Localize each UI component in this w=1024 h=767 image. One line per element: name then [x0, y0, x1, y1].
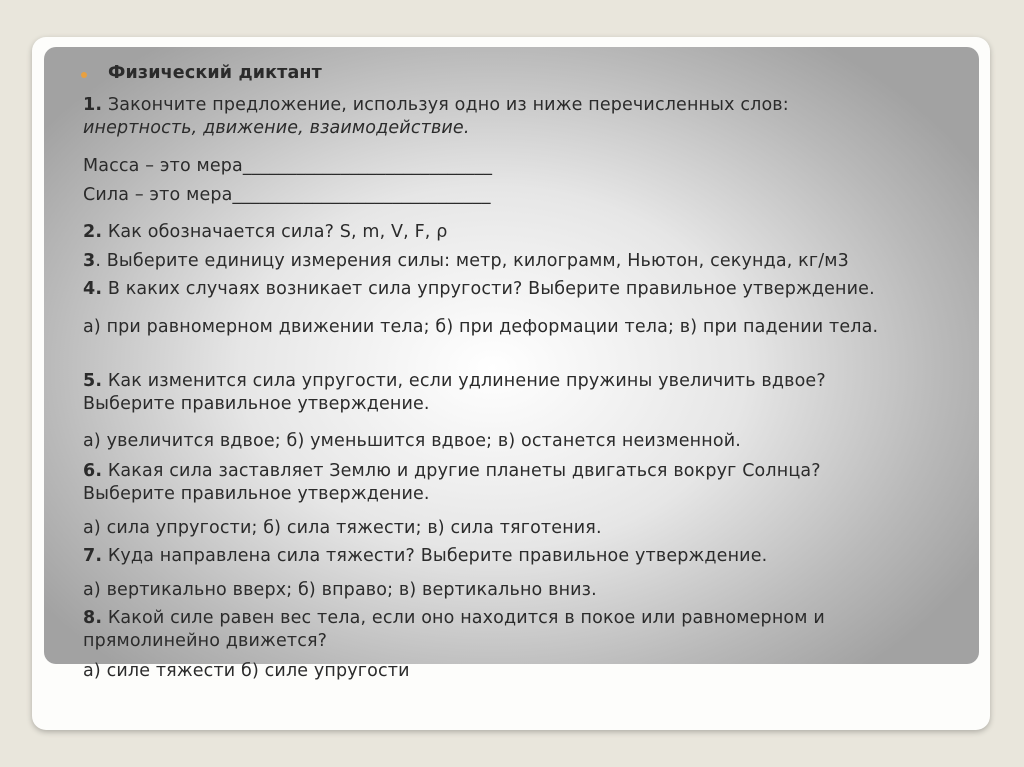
question-5	[83, 371, 826, 391]
question-7	[83, 546, 767, 566]
question-number: 5.	[83, 371, 103, 391]
question-text: Закончите предложение, используя одно из ниже перечисленных слов:	[102, 95, 789, 115]
question-3	[83, 251, 849, 271]
question-1-line-2: Сила – это мера_____________________________	[83, 185, 491, 205]
question-2	[83, 222, 448, 242]
question-6	[83, 461, 821, 481]
question-number: 6.	[83, 461, 103, 481]
question-number: 3	[83, 251, 96, 271]
question-number: 2.	[83, 222, 103, 242]
question-number: 7.	[83, 546, 103, 566]
question-8	[83, 608, 825, 628]
slide-title: Физический диктант	[108, 63, 322, 83]
question-6-answers: а) сила упругости; б) сила тяжести; в) сила тяготения.	[83, 518, 602, 538]
question-number: 8.	[83, 608, 103, 628]
question-8-text-2: прямолинейно движется?	[83, 631, 328, 651]
question-7-answers: а) вертикально вверх; б) вправо; в) вертикально вниз.	[83, 580, 597, 600]
question-8-answers: а) силе тяжести б) силе упругости	[83, 661, 410, 681]
question-4	[83, 279, 875, 299]
question-5-answers: а) увеличится вдвое; б) уменьшится вдвое; в) останется неизменной.	[83, 431, 741, 451]
question-number: 4.	[83, 279, 103, 299]
question-text: . Выберите единицу измерения силы: метр, килограмм, Ньютон, секунда, кг/м3	[95, 251, 849, 271]
question-1-line-1: Масса – это мера____________________________	[83, 156, 493, 176]
bullet-icon	[81, 72, 87, 78]
question-text: Как обозначается сила? S, m, V, F, ρ	[102, 222, 448, 242]
question-1-options: инертность, движение, взаимодействие.	[83, 118, 470, 138]
question-text: Какая сила заставляет Землю и другие планеты двигаться вокруг Солнца?	[102, 461, 821, 481]
question-text: В каких случаях возникает сила упругости? Выберите правильное утверждение.	[102, 279, 875, 299]
question-5-text-2: Выберите правильное утверждение.	[83, 394, 430, 414]
question-1	[83, 95, 789, 115]
question-number: 1.	[83, 95, 103, 115]
question-text: Как изменится сила упругости, если удлинение пружины увеличить вдвое?	[102, 371, 826, 391]
question-4-answers: а) при равномерном движении тела; б) при деформации тела; в) при падении тела.	[83, 317, 879, 337]
question-6-text-2: Выберите правильное утверждение.	[83, 484, 430, 504]
question-text: Какой силе равен вес тела, если оно находится в покое или равномерном и	[102, 608, 825, 628]
question-text: Куда направлена сила тяжести? Выберите правильное утверждение.	[102, 546, 768, 566]
